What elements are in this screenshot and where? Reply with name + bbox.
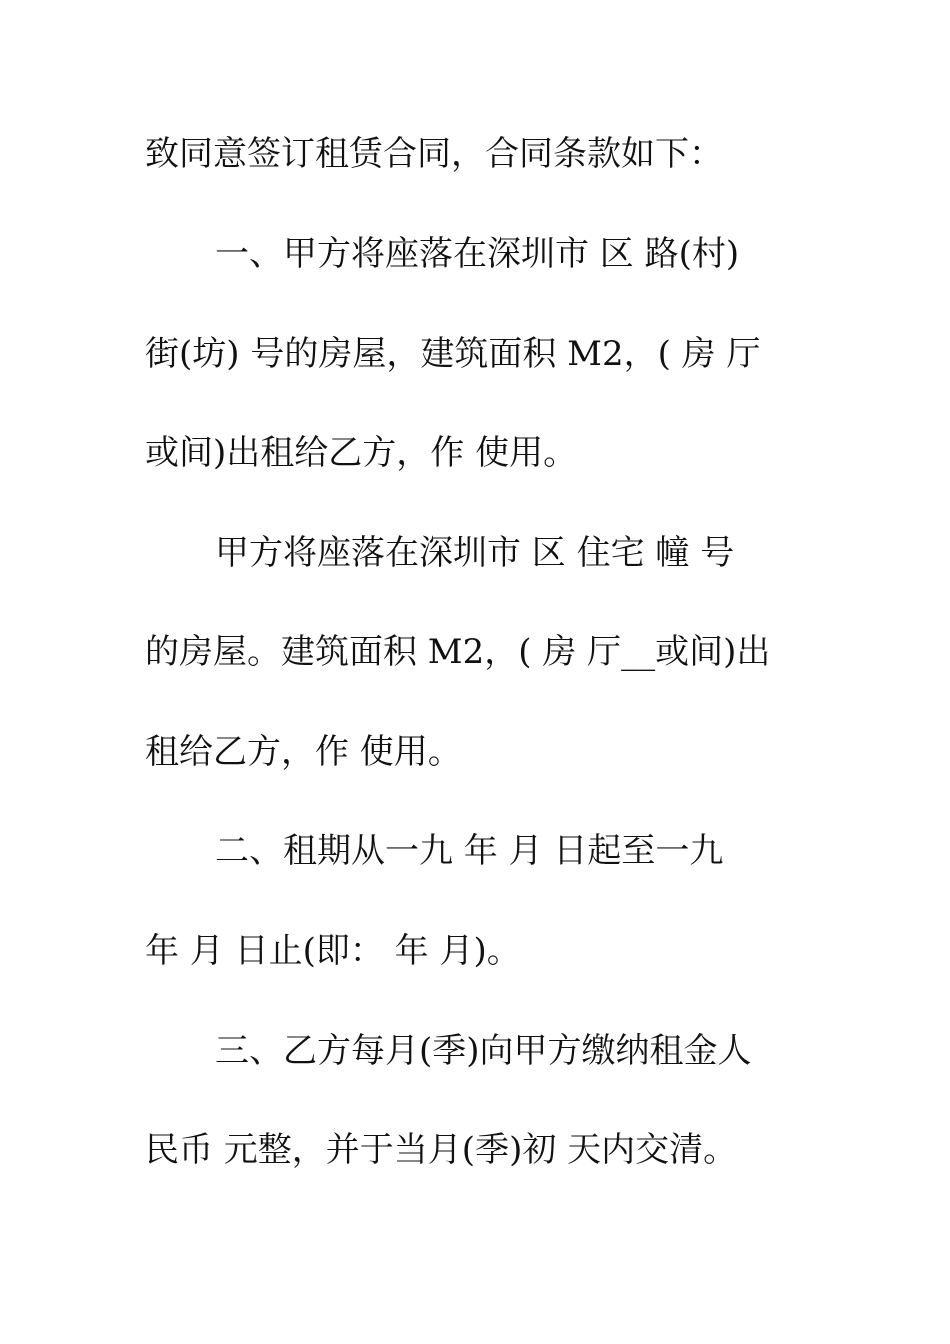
clause-1-line-3: 或间)出租给乙方，作 使用。 xyxy=(145,433,578,473)
clause-1-line-1: 一、甲方将座落在深圳市 区 路(村) xyxy=(215,234,740,274)
clause-1-alt-line-3: 租给乙方，作 使用。 xyxy=(145,732,462,772)
clause-3-line-2: 民币 元整，并于当月(季)初 天内交清。 xyxy=(145,1130,738,1170)
paragraph-intro: 致同意签订租赁合同，合同条款如下： xyxy=(145,134,723,174)
clause-2-line-2: 年 月 日止(即： 年 月)。 xyxy=(145,931,521,971)
clause-2-line-1: 二、租期从一九 年 月 日起至一九 xyxy=(215,831,724,871)
clause-1-alt-line-1: 甲方将座落在深圳市 区 住宅 幢 号 xyxy=(215,533,735,573)
clause-3-line-1: 三、乙方每月(季)向甲方缴纳租金人 xyxy=(215,1031,752,1071)
clause-1-line-2: 街(坊) 号的房屋，建筑面积 M2，( 房 厅 xyxy=(145,334,761,374)
clause-1-alt-line-2: 的房屋。建筑面积 M2，( 房 厅__或间)出 xyxy=(145,632,771,672)
